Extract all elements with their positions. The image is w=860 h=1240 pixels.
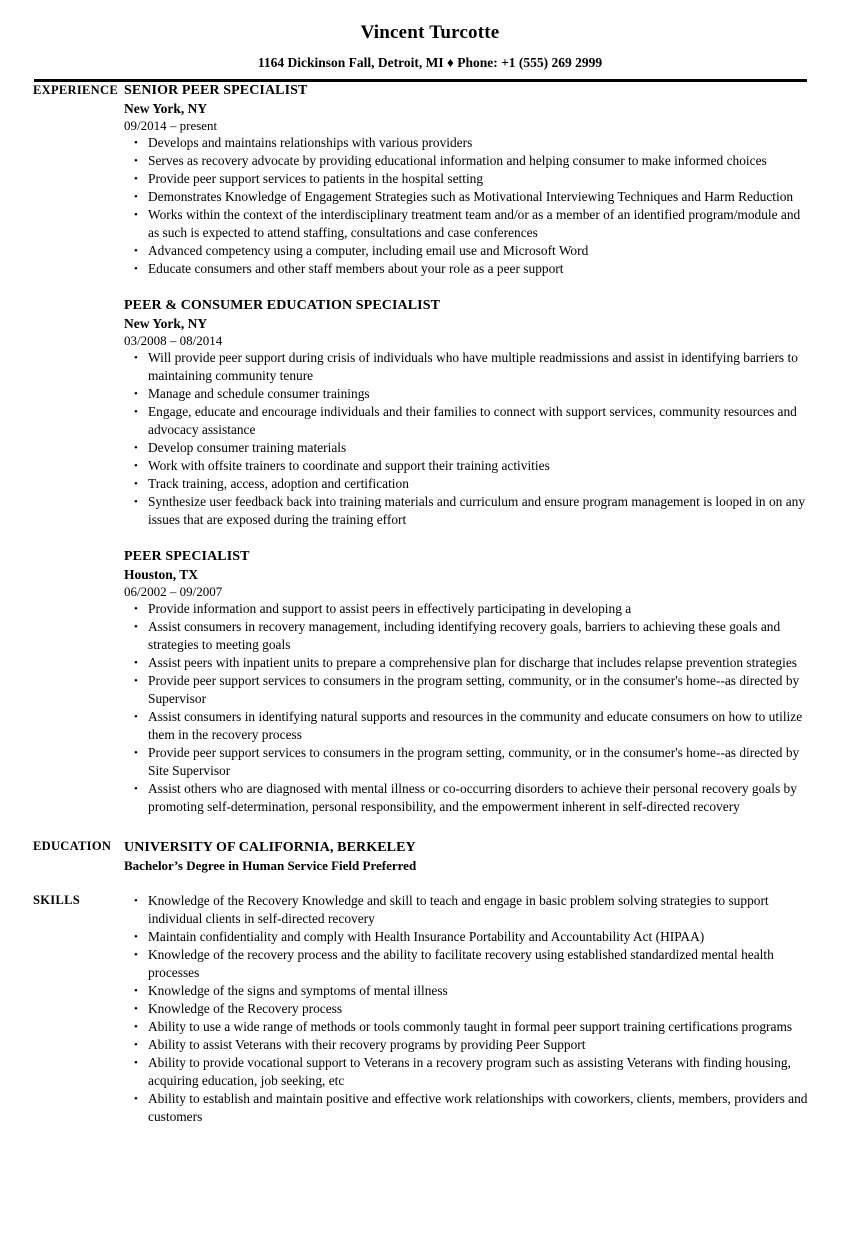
job-bullet: • Manage and schedule consumer trainings xyxy=(124,385,812,403)
skills-entries xyxy=(124,892,860,1126)
skill-bullet: • Ability to establish and maintain positive and effective work relationships with coworkers, clients, members, providers and customers xyxy=(124,1090,812,1126)
job-bullet: • Serves as recovery advocate by providing educational information and helping consumer to make informed choices xyxy=(124,152,812,170)
job-bullet: • Engage, educate and encourage individuals and their families to connect with support services, community resources and advocacy assistance xyxy=(124,403,812,439)
job-bullet-list xyxy=(124,134,812,278)
job-bullet: • Develop consumer training materials xyxy=(124,439,812,457)
job-bullet: • Develops and maintains relationships with various providers xyxy=(124,134,812,152)
job-bullet: • Provide peer support services to consumers in the program setting, community, or in the consumer's home--as directed by Site Supervisor xyxy=(124,744,812,780)
job-bullet: • Assist peers with inpatient units to prepare a comprehensive plan for discharge that includes relapse prevention strategies xyxy=(124,654,812,672)
section-experience xyxy=(0,82,860,816)
job-bullet: • Track training, access, adoption and certification xyxy=(124,475,812,493)
experience-item xyxy=(124,548,812,816)
job-dates: 06/2002 – 09/2007 xyxy=(124,584,223,599)
job-location: Houston, TX xyxy=(124,567,199,582)
job-bullet: • Provide peer support services to consumers in the program setting, community, or in the consumer's home--as directed by Supervisor xyxy=(124,672,812,708)
job-title: PEER SPECIALIST xyxy=(124,549,250,564)
skill-bullet: • Knowledge of the recovery process and the ability to facilitate recovery using established standardized mental health processes xyxy=(124,946,812,982)
section-label-experience: EXPERIENCE xyxy=(33,83,118,97)
job-bullet: • Works within the context of the interdisciplinary treatment team and/or as a member of an identified program/module and as such is expected to attend staffing, consultations and case conferences xyxy=(124,206,812,242)
job-title: SENIOR PEER SPECIALIST xyxy=(124,83,308,98)
job-bullet: • Advanced competency using a computer, including email use and Microsoft Word xyxy=(124,242,812,260)
resume-body xyxy=(0,82,860,1126)
skill-bullet: • Knowledge of the signs and symptoms of mental illness xyxy=(124,982,812,1000)
education-school: UNIVERSITY OF CALIFORNIA, BERKELEY xyxy=(124,840,416,855)
entry-spacer xyxy=(124,278,812,297)
job-bullet: • Synthesize user feedback back into training materials and curriculum and ensure program management is looped in on any issues that are exposed during the training effort xyxy=(124,493,812,529)
candidate-contact-line: 1164 Dickinson Fall, Detroit, MI ♦ Phone: +1 (555) 269 2999 xyxy=(257,55,603,70)
job-location: New York, NY xyxy=(124,316,208,331)
job-dates: 09/2014 – present xyxy=(124,118,218,133)
skill-bullet: • Knowledge of the Recovery Knowledge and skill to teach and engage in basic problem solving strategies to support individual clients in self-directed recovery xyxy=(124,892,812,928)
job-bullet: • Will provide peer support during crisis of individuals who have multiple readmissions and assist in identifying barriers to maintaining community tenure xyxy=(124,349,812,385)
job-bullet-list xyxy=(124,349,812,529)
education-entries xyxy=(124,838,860,875)
section-spacer xyxy=(0,816,860,838)
skill-bullet: • Ability to provide vocational support to Veterans in a recovery program such as assisting Veterans with finding housing, acquiring education, job seeking, etc xyxy=(124,1054,812,1090)
entry-spacer xyxy=(124,529,812,548)
job-bullet: • Provide information and support to assist peers in effectively participating in developing a xyxy=(124,600,812,618)
section-skills xyxy=(0,892,860,1126)
section-label-education: EDUCATION xyxy=(33,839,112,853)
experience-item xyxy=(124,82,812,278)
job-bullet: • Assist others who are diagnosed with mental illness or co-occurring disorders to achieve their personal recovery goals by promoting self-determination, personal responsibility, and the empowerment inherent in self-directed recovery xyxy=(124,780,812,816)
skill-bullet: • Ability to assist Veterans with their recovery programs by providing Peer Support xyxy=(124,1036,812,1054)
resume-header xyxy=(0,0,860,73)
job-bullet: • Demonstrates Knowledge of Engagement Strategies such as Motivational Interviewing Techniques and Harm Reduction xyxy=(124,188,812,206)
job-location: New York, NY xyxy=(124,101,208,116)
section-label-skills: SKILLS xyxy=(33,893,80,907)
job-bullet: • Work with offsite trainers to coordinate and support their training activities xyxy=(124,457,812,475)
skills-bullet-list xyxy=(124,892,812,1126)
job-bullet-list xyxy=(124,600,812,816)
job-bullet: • Provide peer support services to patients in the hospital setting xyxy=(124,170,812,188)
section-spacer xyxy=(0,875,860,892)
job-dates: 03/2008 – 08/2014 xyxy=(124,333,223,348)
education-degree: Bachelor’s Degree in Human Service Field Preferred xyxy=(124,858,417,873)
experience-item xyxy=(124,297,812,529)
skill-bullet: • Maintain confidentiality and comply with Health Insurance Portability and Accountability Act (HIPAA) xyxy=(124,928,812,946)
job-title: PEER & CONSUMER EDUCATION SPECIALIST xyxy=(124,298,441,313)
job-bullet: • Educate consumers and other staff members about your role as a peer support xyxy=(124,260,812,278)
experience-entries xyxy=(124,82,860,816)
job-bullet: • Assist consumers in identifying natural supports and resources in the community and educate consumers on how to utilize them in the recovery process xyxy=(124,708,812,744)
section-education xyxy=(0,838,860,875)
job-bullet: • Assist consumers in recovery management, including identifying recovery goals, barriers to achieving these goals and strategies to meeting goals xyxy=(124,618,812,654)
candidate-name: Vincent Turcotte xyxy=(360,22,500,43)
skill-bullet: • Knowledge of the Recovery process xyxy=(124,1000,812,1018)
skill-bullet: • Ability to use a wide range of methods or tools commonly taught in formal peer support training certifications programs xyxy=(124,1018,812,1036)
